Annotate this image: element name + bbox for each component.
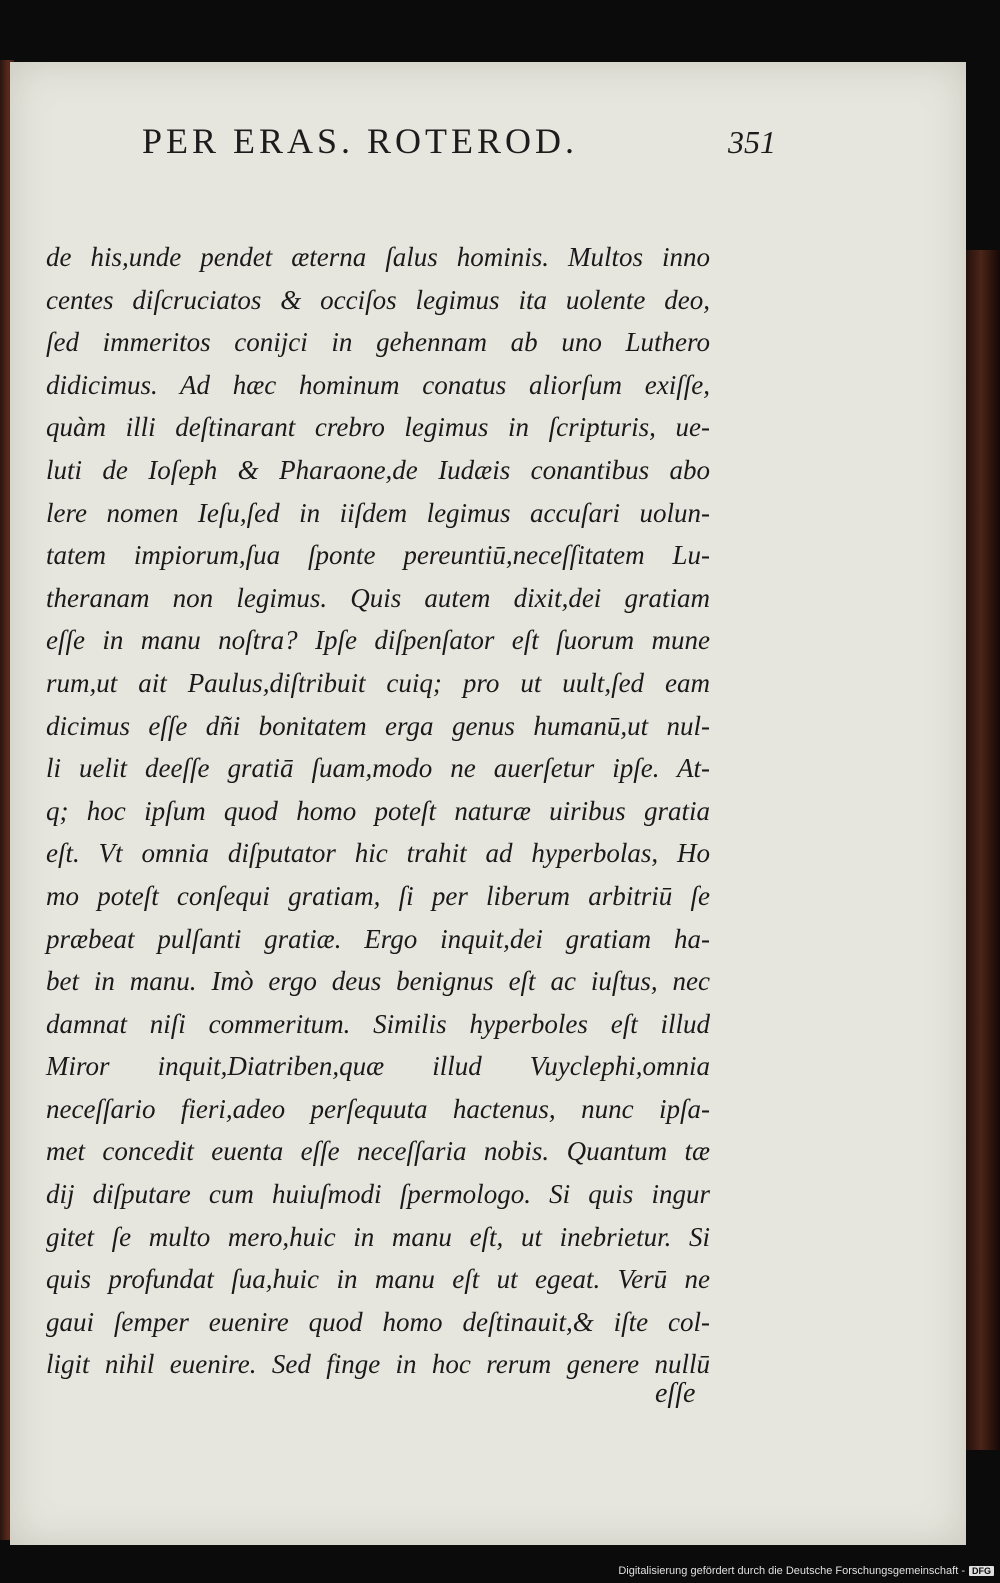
text-line: li uelit deeſſe gratiā ſuam,modo ne auerſetur ipſe. At- bbox=[46, 753, 710, 784]
text-line: bet in manu. Imò ergo deus benignus eſt ac iuſtus, nec bbox=[46, 966, 710, 997]
footer-credit-text: Digitalisierung gefördert durch die Deutsche Forschungsgemeinschaft - bbox=[618, 1565, 965, 1577]
text-line: de his,unde pendet æterna ſalus hominis. Multos inno bbox=[46, 242, 710, 272]
text-line: damnat niſi commeritum. Similis hyperboles eſt illud bbox=[46, 1008, 710, 1039]
text-line: tatem impiorum,ſua ſponte pereuntiū,neceſſitatem Lu- bbox=[46, 540, 710, 571]
text-line: ſed immeritos conijci in gehennam ab uno Luthero bbox=[46, 327, 710, 358]
text-line: met concedit euenta eſſe neceſſaria nobis. Quantum tæ bbox=[46, 1136, 710, 1167]
text-line: lere nomen Ieſu,ſed in iiſdem legimus accuſari uolun- bbox=[46, 497, 710, 528]
text-line: quis profundat ſua,huic in manu eſt ut egeat. Verū ne bbox=[46, 1264, 710, 1295]
text-line: ligit nihil euenire. Sed finge in hoc rerum genere nullū bbox=[46, 1349, 710, 1380]
book-cover-edge bbox=[962, 250, 1000, 1450]
text-line: rum,ut ait Paulus,diſtribuit cuiq; pro ut uult,ſed eam bbox=[46, 667, 710, 698]
text-line: q; hoc ipſum quod homo poteſt naturæ uiribus gratia bbox=[46, 795, 710, 826]
body-text bbox=[46, 236, 710, 1386]
text-line: gitet ſe multo mero,huic in manu eſt, ut inebrietur. Si bbox=[46, 1221, 710, 1252]
text-line: mo poteſt conſequi gratiam, ſi per liberum arbitriū ſe bbox=[46, 880, 710, 911]
text-line: theranam non legimus. Quis autem dixit,dei gratiam bbox=[46, 582, 710, 613]
text-line: præbeat pulſanti gratiæ. Ergo inquit,dei gratiam ha- bbox=[46, 923, 710, 954]
text-line: dicimus eſſe dñi bonitatem erga genus humanū,ut nul- bbox=[46, 710, 710, 741]
page-number: 351 bbox=[728, 124, 776, 160]
text-line: didicimus. Ad hæc hominum conatus aliorſum exiſſe, bbox=[46, 369, 710, 400]
text-line: gaui ſemper euenire quod homo deſtinauit,& iſte col- bbox=[46, 1306, 710, 1337]
dfg-logo: DFG bbox=[969, 1566, 994, 1576]
text-line: luti de Ioſeph & Pharaone,de Iudæis conantibus abo bbox=[46, 454, 710, 485]
running-title: PER ERAS. ROTEROD. bbox=[142, 121, 579, 161]
text-line: eſſe in manu noſtra? Ipſe diſpenſator eſt ſuorum mune bbox=[46, 625, 710, 656]
text-line: neceſſario fieri,adeo perſequuta hactenus, nunc ipſa- bbox=[46, 1093, 710, 1124]
text-line: centes diſcruciatos & occiſos legimus ita uolente deo, bbox=[46, 284, 710, 315]
text-line: dij diſputare cum huiuſmodi ſpermologo. Si quis ingur bbox=[46, 1179, 710, 1210]
catchword: eſſe bbox=[655, 1378, 696, 1409]
text-line: Miror inquit,Diatriben,quæ illud Vuyclephi,omnia bbox=[46, 1051, 710, 1082]
text-line: eſt. Vt omnia diſputator hic trahit ad hyperbolas, Ho bbox=[46, 838, 710, 869]
text-line: quàm illi deſtinarant crebro legimus in ſcripturis, ue- bbox=[46, 412, 710, 443]
footer-credit bbox=[618, 1565, 994, 1577]
